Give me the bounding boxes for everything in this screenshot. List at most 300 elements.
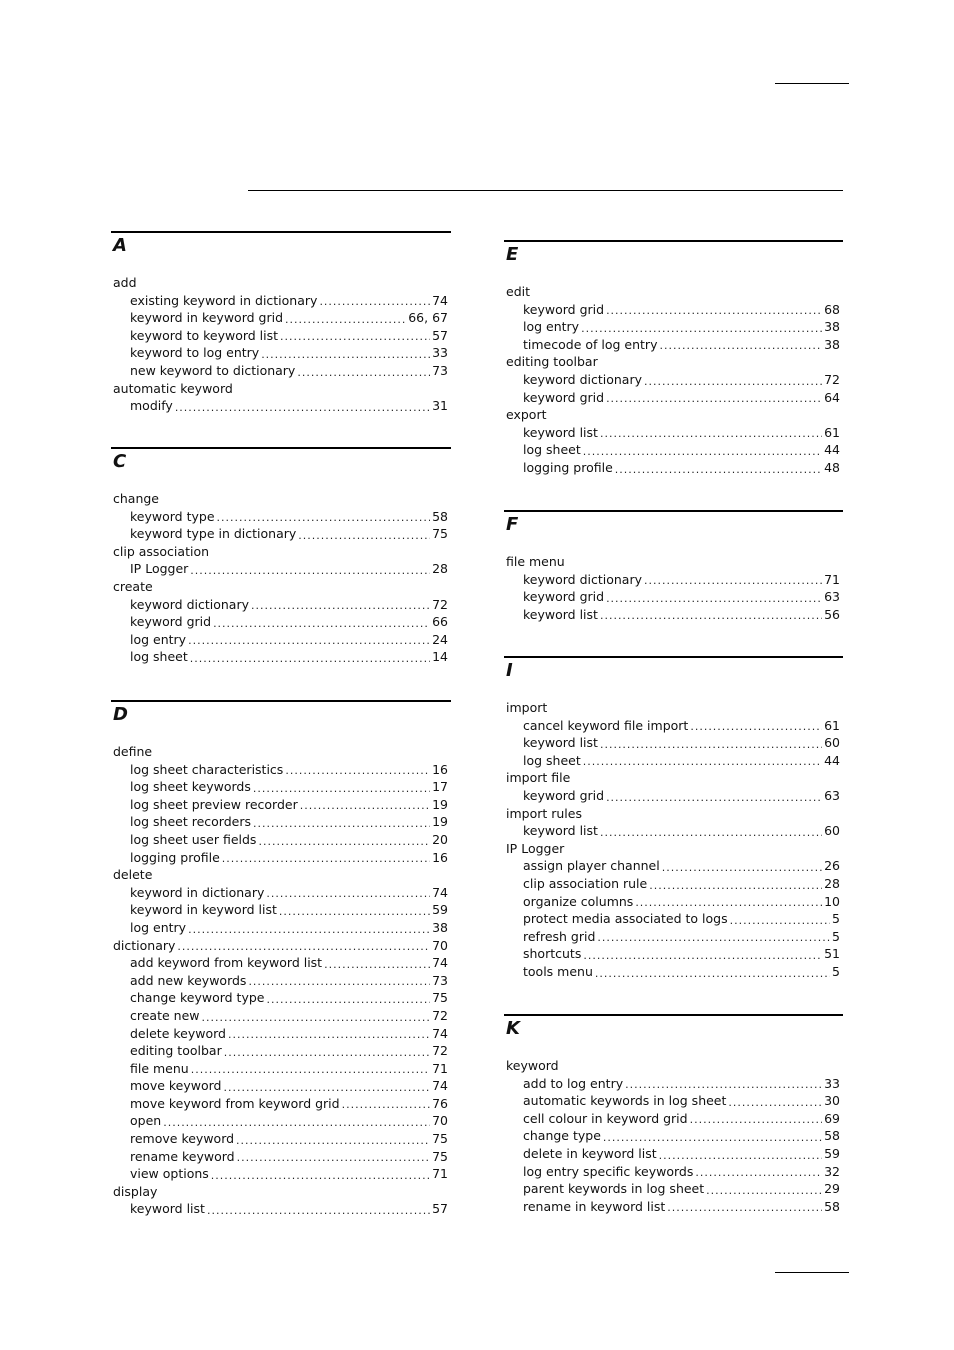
index-subentry [504,1198,843,1216]
index-entry [504,840,843,858]
page-reference[interactable]: 74 [432,955,448,971]
index-term: refresh grid [523,928,596,944]
index-term: keyword type [130,508,215,524]
index-entry [111,1183,451,1201]
page-reference[interactable]: 76 [432,1095,448,1111]
index-subentry [111,1130,451,1148]
dot-leader [253,781,430,796]
dot-leader [236,1133,430,1148]
index-subentry [111,1060,451,1078]
page-reference[interactable]: 72 [432,1043,448,1059]
index-subentry [111,327,451,345]
dot-leader [581,321,822,336]
index-term: view options [130,1166,209,1182]
dot-leader [659,1148,822,1163]
index-subentry [111,849,451,867]
header-rule-long [248,190,843,191]
index-subentry [504,459,843,477]
index-term: keyword in keyword grid [130,310,284,326]
page-reference[interactable]: 57 [432,1201,448,1217]
index-term: log sheet [523,442,581,458]
section-divider [504,510,843,512]
index-subentry [111,813,451,831]
index-subentry [504,928,843,946]
page-reference[interactable]: 64 [824,389,840,405]
dot-leader [667,1200,822,1215]
index-subentry [504,1163,843,1181]
index-term: keyword list [523,735,598,751]
index-term: existing keyword in dictionary [130,292,318,308]
page-reference[interactable]: 58 [432,508,448,524]
index-subentry [504,424,843,442]
index-subentry [111,397,451,415]
index-term: delete keyword [130,1025,226,1041]
dot-leader [606,790,822,805]
page-reference[interactable]: 51 [824,946,840,962]
section-letter: C [113,451,127,472]
page-reference[interactable]: 70 [432,937,448,953]
page-reference[interactable]: 16 [432,849,448,865]
index-term: automatic keywords in log sheet [523,1093,727,1109]
section-divider [504,1014,843,1016]
section-divider [504,656,843,658]
index-term: log entry [523,319,580,335]
page-reference[interactable]: 71 [824,571,840,587]
dot-leader [285,763,430,778]
index-term: keyword in dictionary [130,884,265,900]
index-subentry [111,1025,451,1043]
dot-leader [222,851,430,866]
index-term: cell colour in keyword grid [523,1110,688,1126]
index-term: keyword grid [130,614,212,630]
index-term: parent keywords in log sheet [523,1181,705,1197]
page-reference[interactable]: 72 [432,596,448,612]
dot-leader [606,391,822,406]
index-term: create new [130,1007,200,1023]
dot-leader [583,444,822,459]
page-reference[interactable]: 24 [432,631,448,647]
index-subentry [504,371,843,389]
index-term: log sheet recorders [130,814,251,830]
index-subentry [504,752,843,770]
index-subentry [111,1148,451,1166]
section-letter: K [506,1018,520,1039]
dot-leader [224,1080,431,1095]
dot-leader [266,992,430,1007]
page-reference[interactable]: 74 [432,292,448,308]
index-subentry [504,857,843,875]
page-reference[interactable]: 32 [824,1163,840,1179]
index-term: log entry specific keywords [523,1163,694,1179]
page-reference[interactable]: 26 [824,858,840,874]
dot-leader [248,974,430,989]
section-letter: E [506,244,519,265]
index-subentry [111,1112,451,1130]
page-reference[interactable]: 14 [432,649,448,665]
page-reference[interactable]: 71 [432,1166,448,1182]
page-reference[interactable]: 61 [824,717,840,733]
index-term: organize columns [523,893,634,909]
page-reference[interactable]: 68 [824,301,840,317]
index-section-e [504,240,843,510]
page-reference[interactable]: 29 [824,1181,840,1197]
index-subentry [504,963,843,981]
page-reference[interactable]: 70 [432,1113,448,1129]
dot-leader [228,1027,430,1042]
index-subentry [504,945,843,963]
section-divider [111,231,451,233]
dot-leader [690,719,822,734]
dot-leader [224,1045,430,1060]
page-reference[interactable]: 30 [824,1093,840,1109]
index-subentry [111,972,451,990]
index-subentry [111,778,451,796]
index-term: log sheet characteristics [130,761,284,777]
dot-leader [266,886,430,901]
index-subentry [111,648,451,666]
dot-leader [706,1183,822,1198]
index-term: file menu [130,1060,189,1076]
dot-leader [583,754,822,769]
index-subentry [111,560,451,578]
index-column-right [504,240,843,1215]
page-reference[interactable]: 48 [824,459,840,475]
index-term: add to log entry [523,1075,624,1091]
index-subentry [111,525,451,543]
page-reference[interactable]: 73 [432,362,448,378]
footer-rule-short [775,1272,849,1273]
index-entry [504,283,843,301]
index-term: delete [113,867,153,883]
index-term: import file [506,770,571,786]
index-term: log sheet [130,649,188,665]
index-term: open [130,1113,162,1129]
dot-leader [600,426,822,441]
index-section-a [111,231,451,447]
index-term: logging profile [523,459,613,475]
page-reference[interactable]: 19 [432,796,448,812]
index-subentry [504,1127,843,1145]
index-term: keyword grid [523,787,605,803]
dot-leader [261,347,430,362]
page-reference[interactable]: 72 [432,1007,448,1023]
index-entry-list [504,283,843,477]
index-term: clip association [113,543,210,559]
dot-leader [730,913,830,928]
index-term: delete in keyword list [523,1145,657,1161]
index-term: keyword dictionary [523,371,643,387]
section-letter: F [506,514,519,535]
index-term: change type [523,1128,601,1144]
page-reference[interactable]: 75 [432,990,448,1006]
page-reference[interactable]: 10 [824,893,840,909]
index-term: keyword dictionary [130,596,250,612]
index-entry-list [111,490,451,666]
dot-leader [191,1062,430,1077]
index-term: keyword grid [523,589,605,605]
page-reference[interactable]: 28 [824,875,840,891]
index-term: import [506,700,548,715]
index-term: keyword list [523,424,598,440]
dot-leader [280,329,430,344]
page-reference[interactable]: 75 [432,526,448,542]
page-reference[interactable]: 44 [824,752,840,768]
dot-leader [163,1115,430,1130]
index-section-k [504,1014,843,1215]
page-reference[interactable]: 19 [432,814,448,830]
page-reference[interactable]: 63 [824,787,840,803]
dot-leader [190,563,430,578]
dot-leader [285,312,406,327]
page-reference[interactable]: 58 [824,1198,840,1214]
index-subentry [111,796,451,814]
page-reference[interactable]: 38 [824,336,840,352]
index-term: new keyword to dictionary [130,362,296,378]
index-subentry [111,1042,451,1060]
index-term: keyword type in dictionary [130,526,297,542]
dot-leader [319,294,430,309]
index-entry [111,380,451,398]
dot-leader [324,957,430,972]
dot-leader [600,825,822,840]
index-term: keyword [506,1058,559,1073]
index-subentry [111,508,451,526]
index-term: log sheet preview recorder [130,796,298,812]
dot-leader [644,374,822,389]
index-term: keyword grid [523,301,605,317]
dot-leader [595,966,830,981]
header-rule-short [775,83,849,84]
page-reference[interactable]: 5 [832,928,840,944]
index-term: clip association rule [523,875,648,891]
dot-leader [635,895,822,910]
page-reference[interactable]: 72 [824,371,840,387]
dot-leader [606,303,822,318]
page-reference[interactable]: 5 [832,963,840,979]
index-subentry [111,1007,451,1025]
index-subentry [504,717,843,735]
dot-leader [662,860,822,875]
index-term: keyword dictionary [523,571,643,587]
page-reference[interactable]: 74 [432,1025,448,1041]
index-term: log entry [130,919,187,935]
dot-leader [253,816,430,831]
index-term: log entry [130,631,187,647]
index-term: automatic keyword [113,380,233,396]
page-reference[interactable]: 69 [824,1110,840,1126]
page-reference[interactable]: 17 [432,779,448,795]
index-term: log sheet keywords [130,779,251,795]
index-section-d [111,700,451,1218]
index-entry [111,543,451,561]
index-term: editing toolbar [130,1043,222,1059]
index-term: IP Logger [130,561,189,577]
page-reference[interactable]: 74 [432,884,448,900]
index-subentry [504,787,843,805]
dot-leader [606,591,822,606]
index-term: change keyword type [130,990,265,1006]
index-entry [111,866,451,884]
dot-leader [213,616,430,631]
index-term: dictionary [113,937,176,953]
index-term: move keyword [130,1078,222,1094]
index-subentry [504,1110,843,1128]
index-subentry [504,1180,843,1198]
index-subentry [111,1095,451,1113]
index-subentry [504,1145,843,1163]
index-term: IP Logger [506,840,565,856]
dot-leader [342,1097,431,1112]
index-entry [504,805,843,823]
dot-leader [659,338,822,353]
index-subentry [504,389,843,407]
index-term: rename keyword [130,1148,235,1164]
index-term: remove keyword [130,1131,235,1147]
page-reference[interactable]: 75 [432,1131,448,1147]
page-reference[interactable]: 71 [432,1060,448,1076]
page-reference[interactable]: 20 [432,831,448,847]
index-section-i [504,656,843,1014]
index-term: logging profile [130,849,220,865]
index-subentry [504,910,843,928]
index-term: export [506,407,547,423]
page-reference[interactable]: 74 [432,1078,448,1094]
page-reference[interactable]: 44 [824,442,840,458]
index-subentry [504,875,843,893]
index-entry-list [504,699,843,981]
index-term: cancel keyword file import [523,717,689,733]
dot-leader [600,608,822,623]
section-letter: D [113,704,128,725]
index-term: keyword list [130,1201,205,1217]
index-subentry [504,318,843,336]
page-reference[interactable]: 61 [824,424,840,440]
index-term: timecode of log entry [523,336,658,352]
index-subentry [111,292,451,310]
page-reference[interactable]: 60 [824,735,840,751]
dot-leader [188,633,430,648]
index-term: rename in keyword list [523,1198,666,1214]
index-term: change [113,491,160,506]
index-term: add [113,275,137,290]
index-subentry [111,761,451,779]
page-reference[interactable]: 73 [432,972,448,988]
index-entry [504,699,843,717]
index-entry [504,353,843,371]
index-column-left [111,231,451,1218]
index-subentry [504,301,843,319]
section-divider [111,447,451,449]
page-reference[interactable]: 31 [432,398,448,414]
index-term: edit [506,284,530,299]
index-entry-list [504,553,843,623]
index-term: tools menu [523,963,593,979]
dot-leader [728,1095,822,1110]
dot-leader [600,737,822,752]
index-subentry [111,596,451,614]
dot-leader [211,1168,430,1183]
index-subentry [504,1092,843,1110]
dot-leader [300,798,430,813]
index-term: log sheet [523,752,581,768]
page-reference[interactable]: 66 [432,614,448,630]
index-entry [111,578,451,596]
dot-leader [603,1130,822,1145]
dot-leader [207,1203,430,1218]
page-reference[interactable]: 33 [824,1075,840,1091]
page-reference[interactable]: 63 [824,589,840,605]
index-subentry [111,631,451,649]
dot-leader [177,939,430,954]
index-term: keyword in keyword list [130,902,277,918]
index-subentry [504,1075,843,1093]
index-subentry [504,441,843,459]
page-reference[interactable]: 66, 67 [408,310,448,326]
index-entry [504,1057,843,1075]
index-term: keyword list [523,606,598,622]
page-reference[interactable]: 38 [432,919,448,935]
dot-leader [625,1077,822,1092]
page-reference[interactable]: 38 [824,319,840,335]
page-reference[interactable]: 75 [432,1148,448,1164]
index-entry [111,937,451,955]
index-entry-list [504,1057,843,1215]
dot-leader [583,948,822,963]
index-section-c [111,447,451,700]
dot-leader [190,651,430,666]
page-reference[interactable]: 33 [432,345,448,361]
page-reference[interactable]: 57 [432,327,448,343]
index-subentry [111,1165,451,1183]
index-term: keyword grid [523,389,605,405]
index-entry [504,769,843,787]
section-letter: A [113,235,127,256]
dot-leader [298,528,430,543]
index-subentry [111,362,451,380]
dot-leader [615,462,822,477]
index-subentry [111,309,451,327]
page-reference[interactable]: 58 [824,1128,840,1144]
index-subentry [111,884,451,902]
page-reference[interactable]: 16 [432,761,448,777]
index-subentry [504,571,843,589]
page-reference[interactable]: 5 [832,911,840,927]
index-subentry [111,1077,451,1095]
index-entry [111,743,451,761]
page-reference[interactable]: 59 [432,902,448,918]
dot-leader [597,930,830,945]
index-section-f [504,510,843,656]
page-reference[interactable]: 60 [824,823,840,839]
index-entry [504,553,843,571]
dot-leader [217,510,431,525]
page-reference[interactable]: 28 [432,561,448,577]
index-subentry [111,613,451,631]
index-subentry [111,1200,451,1218]
index-subentry [111,919,451,937]
page-reference[interactable]: 56 [824,606,840,622]
index-subentry [504,336,843,354]
page-reference[interactable]: 59 [824,1145,840,1161]
index-term: keyword list [523,823,598,839]
index-subentry [111,831,451,849]
index-subentry [504,893,843,911]
section-divider [504,240,843,242]
index-term: import rules [506,805,582,821]
index-subentry [504,606,843,624]
index-subentry [111,954,451,972]
dot-leader [644,573,822,588]
